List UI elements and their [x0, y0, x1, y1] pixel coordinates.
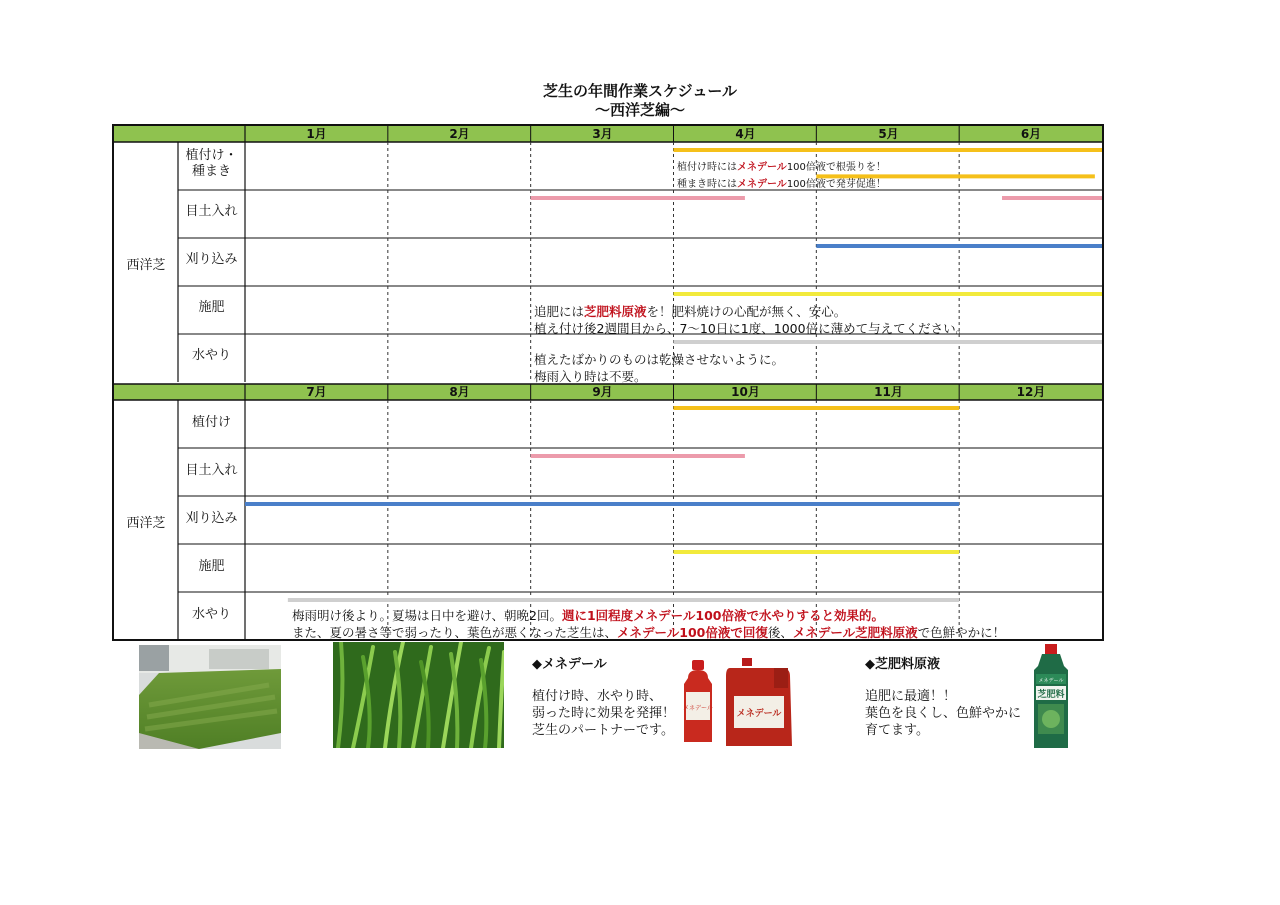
svg-text:メネデール: メネデール — [1038, 678, 1064, 684]
svg-text:メネデール: メネデール — [736, 709, 782, 719]
svg-text:メネデール: メネデール — [683, 705, 713, 712]
menedeel-line: 植付け時、水やり時、 — [532, 689, 663, 704]
note-summer-watering: 梅雨明け後より。夏場は日中を避け、朝晩2回。週に1回程度メネデール100倍液で水やりすると効果的。 — [292, 608, 885, 623]
task-label: 植付け — [191, 415, 231, 430]
month-header: 2月 — [449, 127, 470, 141]
note-fertilizer: 追肥には芝肥料原液を！肥料焼けの心配が無く、安心。 — [534, 304, 847, 319]
menedeel-line: 芝生のパートナーです。 — [532, 723, 674, 738]
lawn-photo — [139, 645, 281, 749]
page-subtitle: ～西洋芝編～ — [594, 101, 685, 119]
category-label: 西洋芝 — [126, 258, 166, 273]
task-label: 水やり — [191, 607, 231, 622]
fertilizer-line: 葉色を良くし、色鮮やかに — [865, 706, 1022, 721]
month-header: 9月 — [592, 385, 613, 399]
month-header: 4月 — [735, 127, 756, 141]
month-header: 1月 — [306, 127, 327, 141]
menedeel-info — [532, 656, 675, 739]
task-label: 刈り込み — [185, 252, 238, 267]
task-label: 目土入れ — [185, 204, 238, 219]
fertilizer-heading: ◆芝肥料原液 — [865, 657, 940, 672]
month-header: 11月 — [874, 385, 903, 399]
svg-text:芝肥料: 芝肥料 — [1037, 690, 1065, 700]
note-watering-rainy: 梅雨入り時は不要。 — [534, 369, 647, 384]
task-label: 目土入れ — [185, 463, 238, 478]
task-label: 施肥 — [198, 300, 225, 315]
note-planting-rooting: 植付け時にはメネデール100倍液で根張りを！ — [677, 162, 886, 173]
month-header: 7月 — [306, 385, 327, 399]
month-header: 10月 — [731, 385, 760, 399]
task-label: 植付け・ 種まき — [185, 148, 238, 179]
note-fertilizer-timing: 植え付け後2週間目から、7～10日に1度、1000倍に薄めて与えてください。 — [534, 321, 969, 336]
note-seeding-germination: 種まき時にはメネデール100倍液で発芽促進！ — [677, 179, 886, 190]
fertilizer-line: 追肥に最適！！ — [865, 689, 957, 704]
task-label: 刈り込み — [185, 511, 238, 526]
fertilizer-line: 育てます。 — [865, 723, 929, 738]
month-header: 3月 — [592, 127, 613, 141]
task-label: 施肥 — [198, 559, 225, 574]
note-summer-recovery: また、夏の暑さ等で弱ったり、葉色が悪くなった芝生は、メネデール100倍液で回復後、メネデール芝肥料原液で色鮮やかに！ — [292, 625, 1006, 640]
menedeel-heading: ◆メネデール — [532, 657, 607, 672]
menedeel-line: 弱った時に効果を発揮！ — [532, 706, 676, 721]
note-watering: 植えたばかりのものは乾燥させないように。 — [534, 352, 785, 367]
menedeel-bottles-image — [682, 658, 802, 748]
month-header: 12月 — [1016, 385, 1046, 399]
grass-closeup-photo — [333, 642, 504, 748]
fertilizer-info — [865, 656, 1021, 739]
task-label: 水やり — [191, 348, 231, 363]
page-title: 芝生の年間作業スケジュール — [542, 82, 738, 100]
category-label: 西洋芝 — [126, 516, 166, 531]
schedule-table — [112, 124, 1104, 641]
fertilizer-bottle-image — [1028, 644, 1074, 752]
month-header: 5月 — [878, 127, 899, 141]
month-header: 6月 — [1020, 127, 1042, 141]
month-header: 8月 — [449, 385, 470, 399]
